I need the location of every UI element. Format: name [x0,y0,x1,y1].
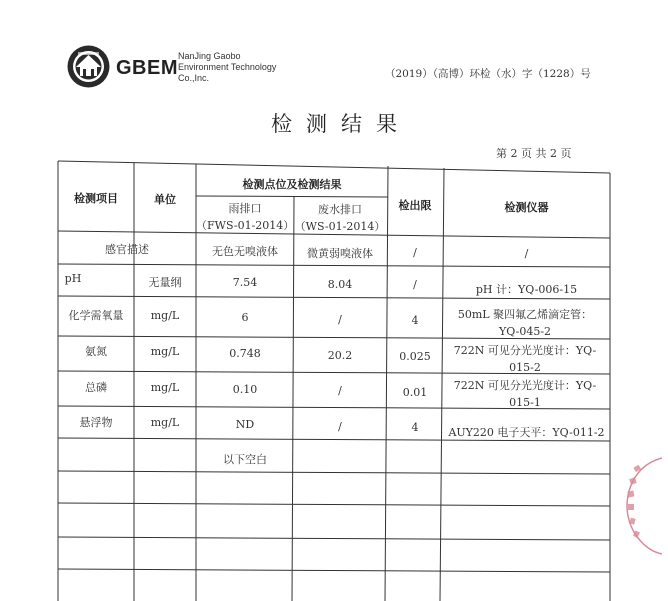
row-item: 氨氮 [85,345,107,358]
sensory-label: 感官描述 [105,243,149,256]
row-instrument: 722N 可见分光光度计：YQ-015-2 [453,344,597,374]
header-instrument: 检测仪器 [504,201,549,214]
row-unit: 无量纲 [148,276,182,289]
row-instrument: AUY220 电子天平：YQ-011-2 [448,426,605,439]
row-unit: mg/L [150,309,180,322]
row-limit: 4 [411,421,419,434]
row-instrument: pH 计：YQ-006-15 [475,283,578,296]
header-item: 检测项目 [74,192,118,205]
row-unit: mg/L [150,416,180,429]
row-item: 悬浮物 [79,416,113,429]
company-line-1: NanJing Gaobo [178,51,241,61]
header-point2-code: （WS-01-2014） [294,220,386,233]
header-unit: 单位 [154,193,176,206]
row-point1: ND [235,418,255,431]
brand-name: GBEM [116,57,178,79]
row-point2: / [338,313,342,326]
row-point2: 8.04 [327,278,353,291]
row-point1: 0.748 [229,347,261,360]
sensory-instrument: / [524,247,529,260]
row-limit: 0.025 [399,350,431,363]
row-unit: mg/L [150,381,180,394]
page-indicator: 第 2 页 共 2 页 [496,147,572,160]
row-limit: 0.01 [402,386,428,399]
row-item: pH [64,272,82,285]
header-group: 检测点位及检测结果 [242,178,342,191]
company-line-2: Environment Technology [178,62,277,72]
row-instrument: 50mL 聚四氟乙烯滴定管：YQ-045-2 [457,308,593,338]
row-point2: / [338,384,342,397]
page-title: 检测结果 [271,112,411,136]
document-number: （2019）（高博）环检（水）字（1228）号 [385,68,591,80]
row-limit: 4 [411,314,419,327]
seal-stamp-icon [622,456,662,556]
row-item: 总磷 [85,381,107,394]
sensory-point2: 微黄弱嗅液体 [307,247,373,260]
row-point1: 7.54 [232,276,258,289]
sensory-point1: 无色无嗅液体 [212,245,278,258]
row-point1: 6 [241,311,249,324]
header-limit: 检出限 [398,199,432,212]
row-unit: mg/L [150,345,180,358]
company-line-3: Co.,Inc. [178,73,210,83]
header-point1-name: 雨排口 [228,202,262,215]
row-point1: 0.10 [232,383,258,396]
row-limit: / [413,278,417,291]
row-point2: / [338,420,342,433]
blank-note: 以下空白 [223,453,267,466]
header-point2-name: 废水排口 [318,203,362,216]
header-point1-code: （FWS-01-2014） [196,219,295,232]
row-instrument: 722N 可见分光光度计：YQ-015-1 [453,379,597,409]
sensory-limit: / [413,246,417,259]
row-item: 化学需氧量 [68,309,124,322]
row-point2: 20.2 [327,349,353,362]
